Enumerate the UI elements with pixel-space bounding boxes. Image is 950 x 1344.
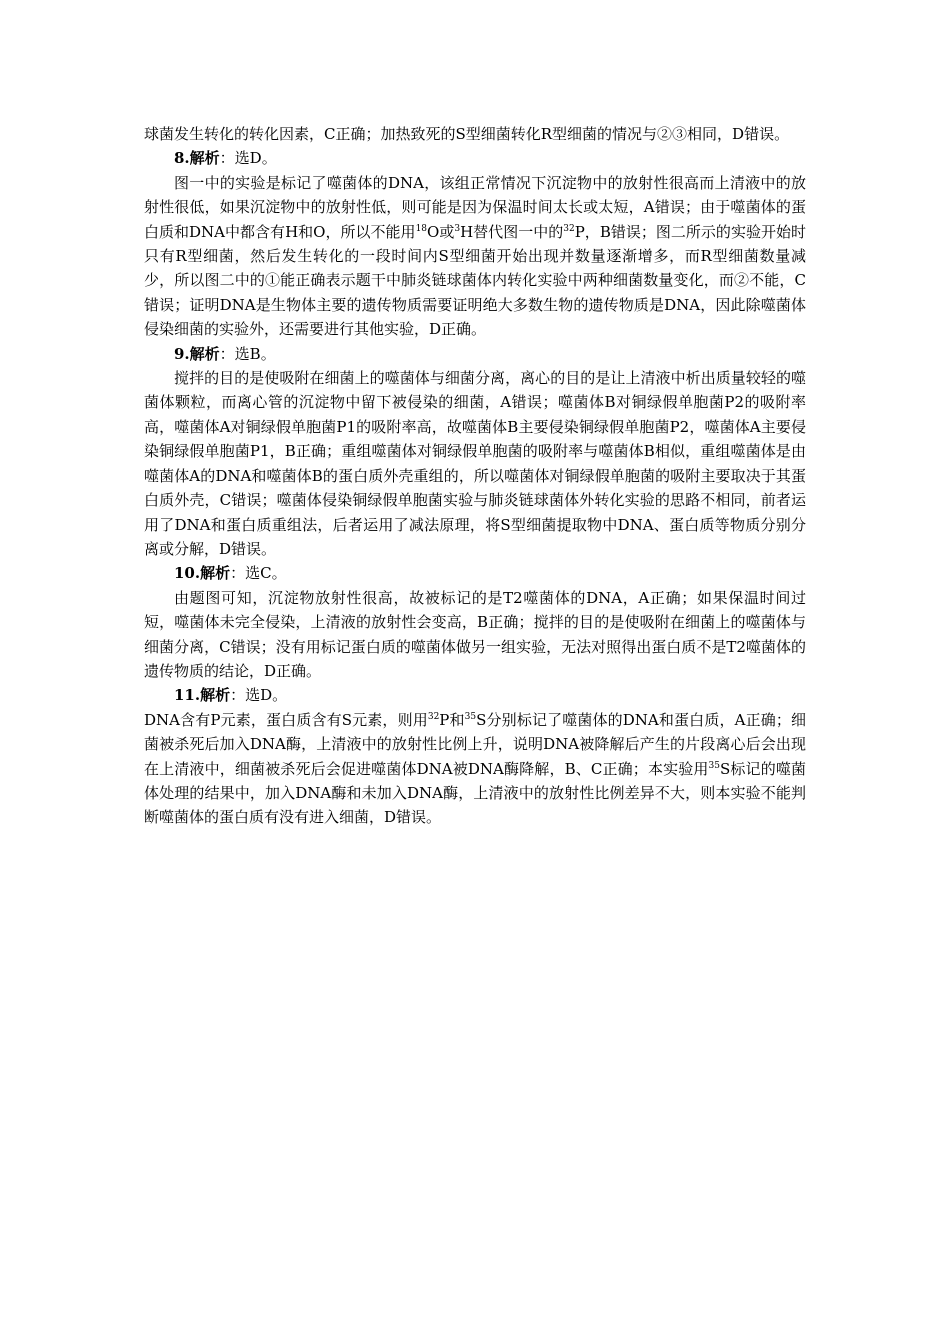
q8-superscript-32: 32 [563, 223, 575, 234]
q11-superscript-32: 32 [427, 711, 440, 722]
q8-label: 8.解析 [174, 149, 220, 168]
q11-heading [144, 683, 806, 707]
q8-superscript-3: 3 [454, 223, 461, 234]
q11-answer: ：选D。 [230, 686, 288, 705]
intro-paragraph: 球菌发生转化的转化因素，C正确；加热致死的S型细菌转化R型细菌的情况与②③相同，D错误。 [144, 125, 790, 143]
q9-answer: ：选B。 [219, 344, 276, 363]
q8-superscript-18: 18 [415, 223, 428, 234]
q11-label: 11.解析 [174, 686, 231, 705]
q8-explanation: 图一中的实验是标记了噬菌体的DNA，该组正常情况下沉淀物中的放射性很高而上清液中的放射性很低，如果沉淀物中的放射性低，则可能是因为保温时间太长或太短，A错误；由于噬菌体的蛋白质和DNA中都含有H和O，所以不能用$^{18}$O或$^3$H替代图一中的$^{32}$P，B错误；图二所示的实验开始时只有R型细菌，然后发生转化的一段时间内S型细菌开始出现并数量逐渐增多，而R型细菌数量减少，所以图二中的①能正确表示题干中肺炎链球菌体内转化实验中两种细菌数量变化，而②不能，C错误；证明DNA是生物体主要的遗传物质需要证明绝大多数生物的遗传物质是DNA，因此除噬菌体侵染细菌的实验外，还需要进行其他实验，D正确。 [144, 173, 806, 339]
q10-heading [144, 561, 806, 585]
q11-superscript-35b: 35 [708, 760, 720, 771]
q9-label: 9.解析 [174, 344, 220, 363]
q10-explanation: 由题图可知，沉淀物放射性很高，故被标记的是T2噬菌体的DNA，A正确；如果保温时间过短，噬菌体未完全侵染，上清液的放射性会变高，B正确；搅拌的目的是使吸附在细菌上的噬菌体与细菌分离，C错误；没有用标记蛋白质的噬菌体做另一组实验，无法对照得出蛋白质不是T2噬菌体的遗传物质的结论，D正确。 [144, 588, 806, 680]
q9-heading [144, 342, 806, 366]
q9-explanation: 搅拌的目的是使吸附在细菌上的噬菌体与细菌分离，离心的目的是让上清液中析出质量较轻的噬菌体颗粒，而离心管的沉淀物中留下被侵染的细菌，A错误；噬菌体B对铜绿假单胞菌P2的吸附率高，噬菌体A对铜绿假单胞菌P1的吸附率高，故噬菌体B主要侵染铜绿假单胞菌P2，噬菌体A主要侵染铜绿假单胞菌P1，B正确；重组噬菌体对铜绿假单胞菌的吸附率与噬菌体B相似，重组噬菌体是由噬菌体A的DNA和噬菌体B的蛋白质外壳重组的，所以噬菌体对铜绿假单胞菌的吸附主要取决于其蛋白质外壳，C错误；噬菌体侵染铜绿假单胞菌实验与肺炎链球菌体外转化实验的思路不相同，前者运用了DNA和蛋白质重组法，后者运用了减法原理，将S型细菌提取物中DNA、蛋白质等物质分别分离或分解，D错误。 [144, 369, 806, 558]
document-page [144, 122, 806, 830]
q8-heading [144, 146, 806, 170]
q10-answer: ：选C。 [230, 564, 287, 583]
q8-answer: ：选D。 [219, 149, 277, 168]
q11-explanation: DNA含有P元素，蛋白质含有S元素，则用$^{32}$P和$^{35}$S分别标记了噬菌体的DNA和蛋白质，A正确；细菌被杀死后加入DNA酶，上清液中的放射性比例上升，说明DNA被降解后产生的片段离心后会出现在上清液中，细菌被杀死后会促进噬菌体DNA被DNA酶降解，B、C正确；本实验用$^{35}$S标记的噬菌体处理的结果中，加入DNA酶和未加入DNA酶，上清液中的放射性比例差异不大，则本实验不能判断噬菌体的蛋白质有没有进入细菌，D错误。 [144, 710, 806, 827]
q10-label: 10.解析 [174, 564, 231, 583]
q11-superscript-35a: 35 [464, 711, 477, 722]
